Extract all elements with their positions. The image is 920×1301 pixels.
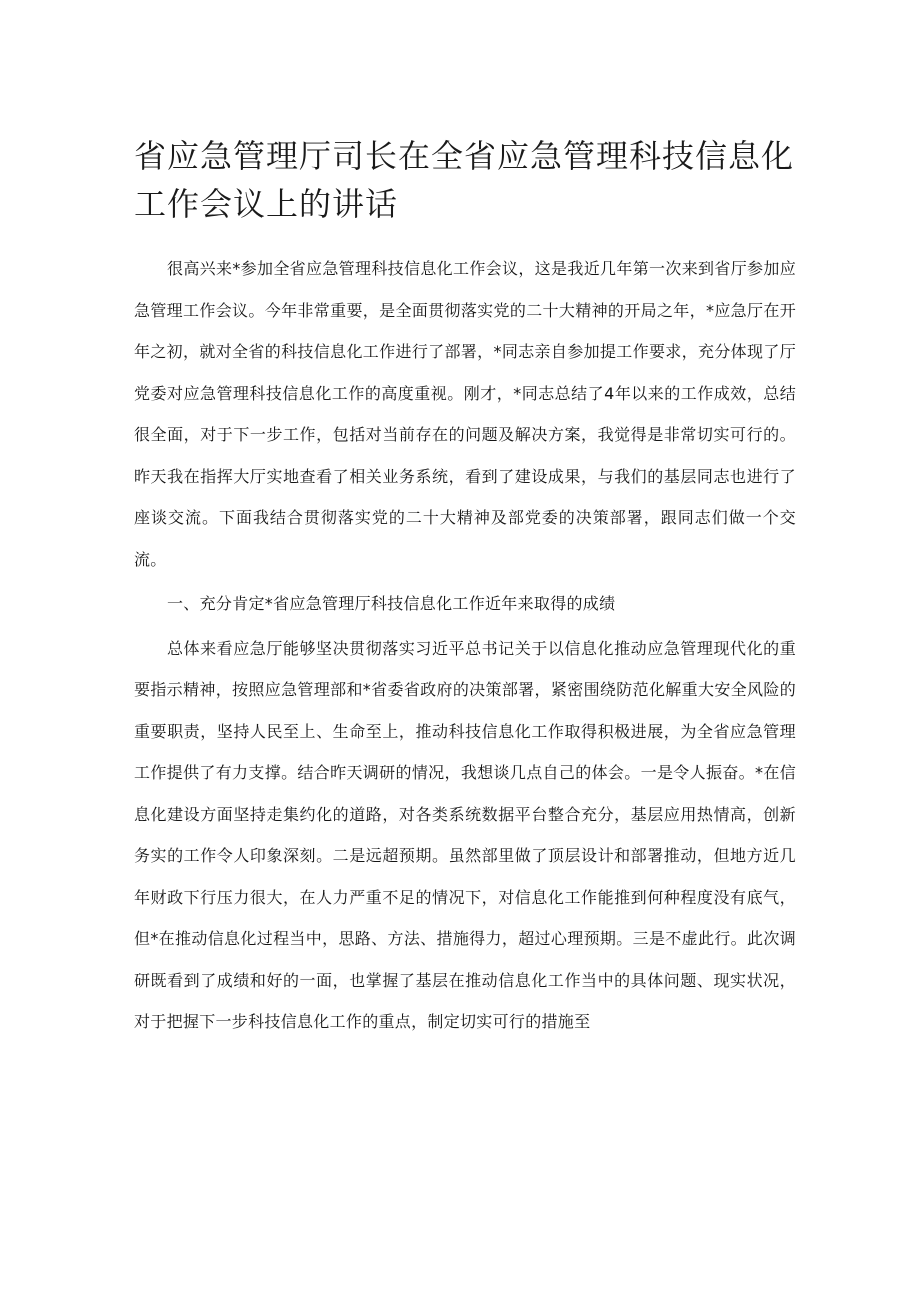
section-heading-1: 一、充分肯定*省应急管理厅科技信息化工作近年来取得的成绩 <box>167 594 616 613</box>
paragraph-section-1: 总体来看应急厅能够坚决贯彻落实习近平总书记关于以信息化推动应急管理现代化的重要指示精神，按照应急管理部和*省委省政府的决策部署，紧密围绕防范化解重大安全风险的重要职责，坚持人民至上、生命至上，推动科技信息化工作取得积极进展，为全省应急管理工作提供了有力支撑。结合昨天调研的情况，我想谈几点自己的体会。一是令人振奋。*在信息化建设方面坚持走集约化的道路，对各类系统数据平台整合充分，基层应用热情高，创新务实的工作令人印象深刻。二是远超预期。虽然部里做了顶层设计和部署推动，但地方近几年财政下行压力很大，在人力严重不足的情况下，对信息化工作能推到何种程度没有底气，但*在推动信息化过程当中，思路、方法、措施得力，超过心理预期。三是不虚此行。此次调研既看到了成绩和好的一面，也掌握了基层在推动信息化工作当中的具体问题、现实状况，对于把握下一步科技信息化工作的重点，制定切实可行的措施至 <box>134 638 796 1031</box>
document-body <box>134 248 796 1043</box>
paragraph-intro: 很高兴来*参加全省应急管理科技信息化工作会议，这是我近几年第一次来到省厅参加应急管理工作会议。今年非常重要，是全面贯彻落实党的二十大精神的开局之年，*应急厅在开年之初，就对全省的科技信息化工作进行了部署，*同志亲自参加提工作要求，充分体现了厅党委对应急管理科技信息化工作的高度重视。刚才，*同志总结了4年以来的工作成效，总结很全面，对于下一步工作，包括对当前存在的问题及解决方案，我觉得是非常切实可行的。昨天我在指挥大厅实地查看了相关业务系统，看到了建设成果，与我们的基层同志也进行了座谈交流。下面我结合贯彻落实党的二十大精神及部党委的决策部署，跟同志们做一个交流。 <box>134 259 796 569</box>
document-title: 省应急管理厅司长在全省应急管理科技信息化工作会议上的讲话 <box>134 137 795 223</box>
